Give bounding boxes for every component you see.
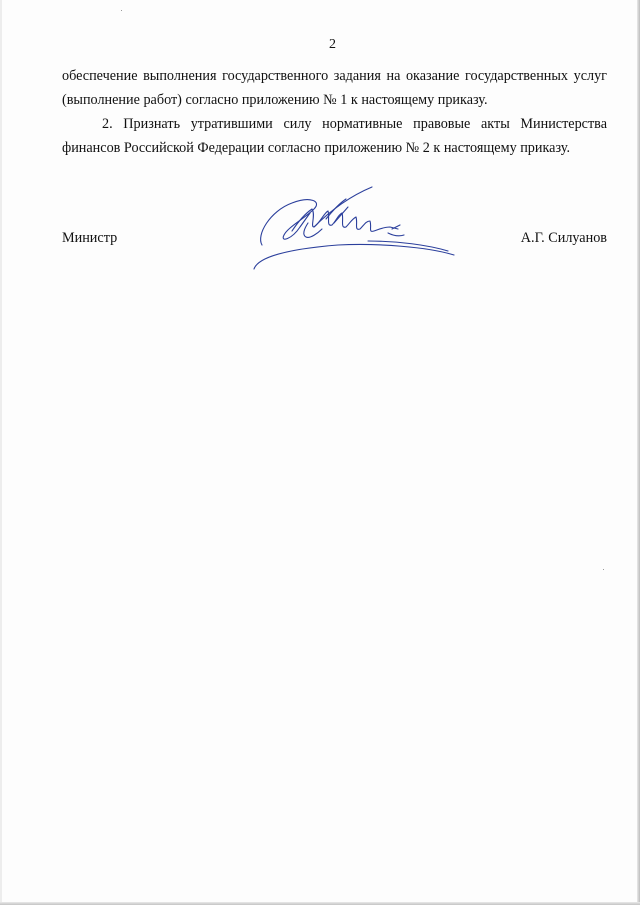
page-number: 2 xyxy=(329,37,336,52)
signatory-title: Министр xyxy=(62,230,118,246)
paragraph-item-2: 2. Признать утратившими силу нормативные правовые акты Министерства финансов Российской Федерации согласно приложению № 2 к настоящему приказу. xyxy=(62,116,607,156)
scan-edge-left xyxy=(0,0,2,905)
scan-speck xyxy=(603,569,604,570)
handwritten-signature xyxy=(248,183,458,273)
signatory-name: А.Г. Силуанов xyxy=(520,230,607,246)
scan-speck xyxy=(121,10,122,11)
paragraph-continuation: обеспечение выполнения государственного задания на оказание государственных услуг (выполнение работ) согласно приложению № 1 к настоящему приказу. xyxy=(62,68,607,108)
document-body xyxy=(62,64,607,160)
